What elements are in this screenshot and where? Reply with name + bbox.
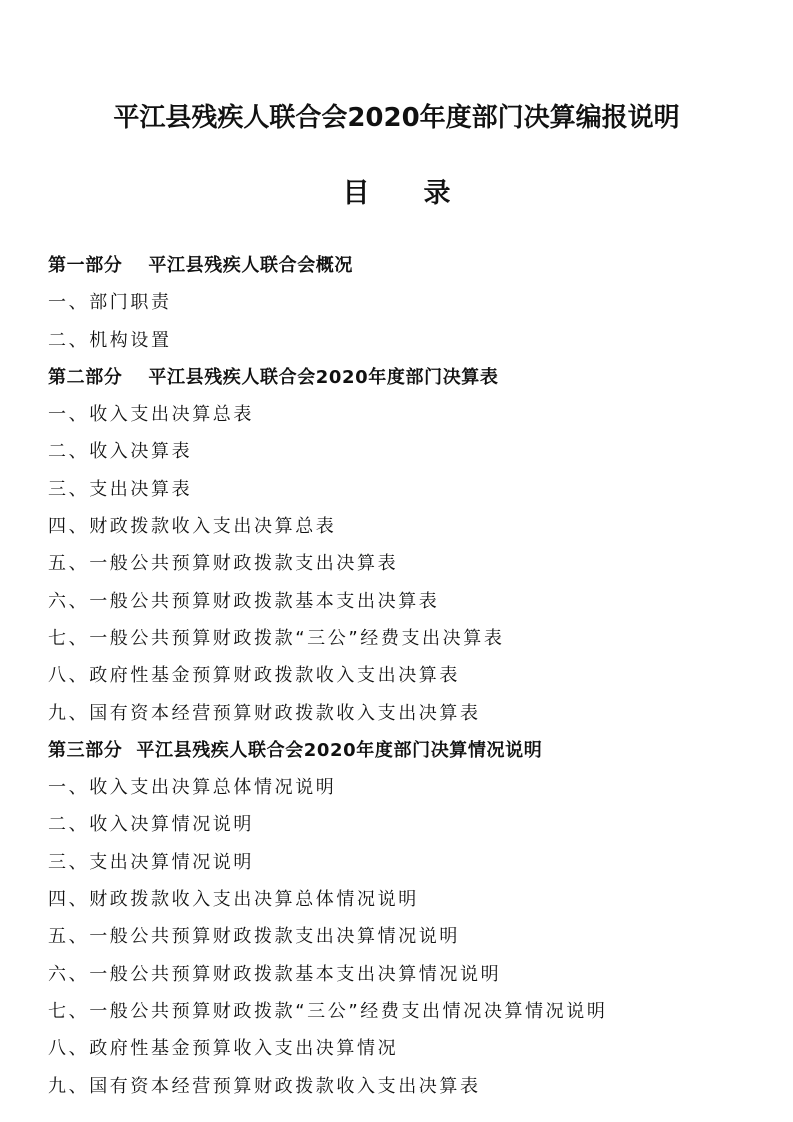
toc-item: 三、支出决算表 [48, 478, 193, 500]
toc-item: 七、一般公共预算财政拨款“三公”经费支出情况决算情况说明 [48, 1000, 608, 1022]
toc-item: 八、政府性基金预算收入支出决算情况 [48, 1038, 399, 1060]
toc-part-title: 平江县残疾人联合会2020年度部门决算表 [148, 366, 499, 388]
toc-item: 三、支出决算情况说明 [48, 851, 254, 873]
toc-item: 六、一般公共预算财政拨款基本支出决算情况说明 [48, 963, 502, 985]
toc-item: 五、一般公共预算财政拨款支出决算表 [48, 553, 399, 575]
toc-item: 五、一般公共预算财政拨款支出决算情况说明 [48, 926, 460, 948]
toc-item: 一、收入支出决算总体情况说明 [48, 777, 337, 799]
document-title: 平江县残疾人联合会2020年度部门决算编报说明 [113, 103, 680, 133]
table-of-contents [48, 247, 768, 1105]
toc-part-label: 第三部分 [48, 739, 123, 761]
toc-part-label: 第二部分 [48, 366, 123, 388]
toc-item: 九、国有资本经营预算财政拨款收入支出决算表 [48, 1075, 481, 1097]
toc-item: 二、收入决算表 [48, 441, 193, 463]
toc-item: 四、财政拨款收入支出决算总体情况说明 [48, 889, 419, 911]
toc-part-title: 平江县残疾人联合会概况 [148, 255, 354, 276]
toc-part-heading [48, 247, 768, 284]
toc-item: 二、机构设置 [48, 329, 172, 351]
toc-item: 二、收入决算情况说明 [48, 814, 254, 836]
toc-part-label: 第一部分 [48, 255, 123, 276]
toc-item: 一、部门职责 [48, 292, 172, 314]
toc-item: 八、政府性基金预算财政拨款收入支出决算表 [48, 665, 460, 687]
toc-item: 九、国有资本经营预算财政拨款收入支出决算表 [48, 702, 481, 724]
toc-part-heading [48, 732, 768, 769]
toc-heading: 目 录 [342, 178, 451, 209]
toc-item: 一、收入支出决算总表 [48, 404, 254, 426]
toc-item: 七、一般公共预算财政拨款“三公”经费支出决算表 [48, 627, 505, 649]
toc-item: 六、一般公共预算财政拨款基本支出决算表 [48, 590, 440, 612]
toc-part-heading [48, 359, 768, 396]
toc-item: 四、财政拨款收入支出决算总表 [48, 516, 337, 538]
toc-part-title: 平江县残疾人联合会2020年度部门决算情况说明 [136, 739, 543, 761]
